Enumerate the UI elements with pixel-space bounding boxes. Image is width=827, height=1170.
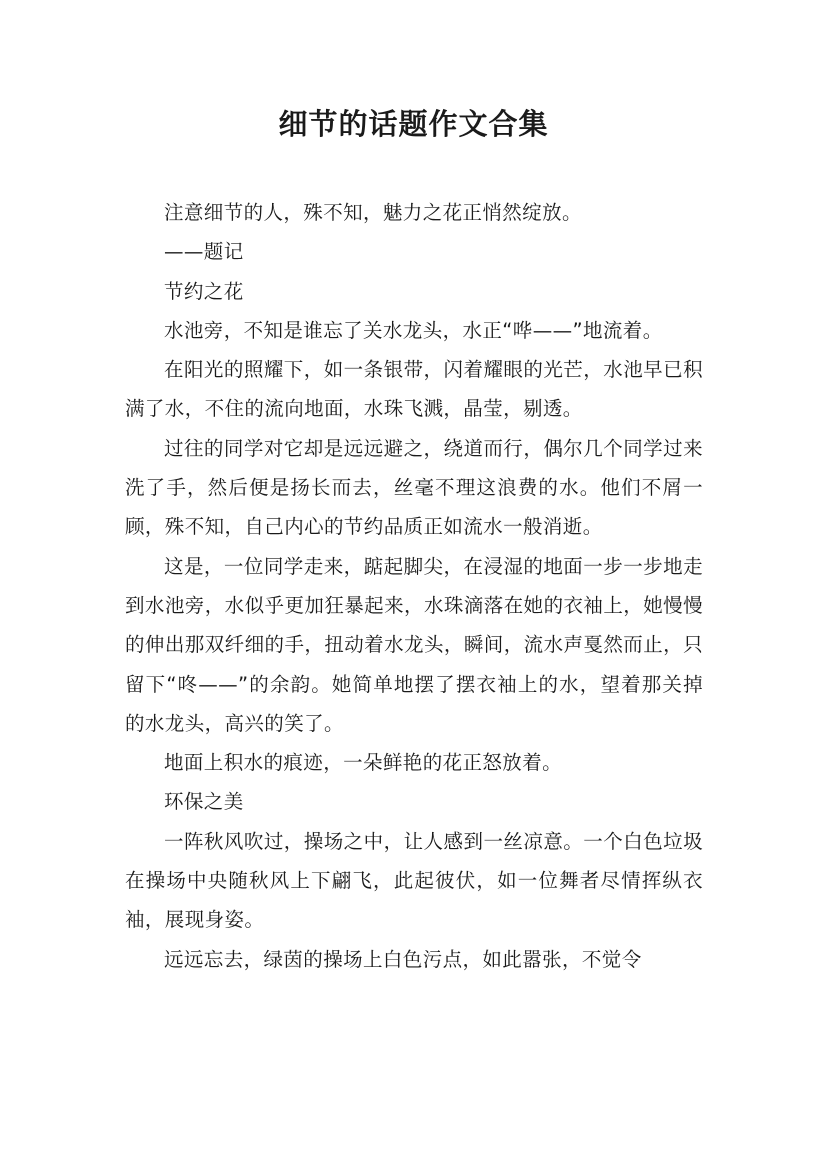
document-body (125, 193, 703, 979)
paragraph: 注意细节的人，殊不知，魅力之花正悄然绽放。 (164, 201, 582, 224)
section-heading: 环保之美 (164, 790, 244, 814)
document-title: 细节的话题作文合集 (278, 107, 549, 141)
paragraph: 远远忘去，绿茵的操场上白色污点，如此嚣张，不觉令 (164, 947, 642, 971)
section-heading: 节约之花 (164, 279, 244, 303)
paragraph: 一阵秋风吹过，操场之中，让人感到一丝凉意。一个白色垃圾在操场中央随秋风上下翩飞，此起彼伏，如一位舞者尽情挥纵衣袖，展现身姿。 (125, 829, 703, 932)
paragraph: 过往的同学对它却是远远避之，绕道而行，偶尔几个同学过来洗了手，然后便是扬长而去，丝毫不理这浪费的水。他们不屑一顾，殊不知，自己内心的节约品质正如流水一般消逝。 (125, 436, 703, 539)
paragraph: 地面上积水的痕迹，一朵鲜艳的花正怒放着。 (164, 751, 563, 775)
paragraph: 这是，一位同学走来，踮起脚尖，在浸湿的地面一步一步地走到水池旁，水似乎更加狂暴起来，水珠滴落在她的衣袖上，她慢慢的伸出那双纤细的手，扭动着水龙头，瞬间，流水声戛然而止，只留下“咚——”的余韵。她简单地摆了摆衣袖上的水，望着那关掉的水龙头，高兴的笑了。 (125, 554, 703, 735)
paragraph: 在阳光的照耀下，如一条银带，闪着耀眼的光芒，水池早已积满了水，不住的流向地面，水珠飞溅，晶莹，剔透。 (125, 358, 703, 421)
paragraph: ——题记 (164, 240, 244, 264)
paragraph: 水池旁，不知是谁忘了关水龙头，水正“哗——”地流着。 (164, 318, 663, 342)
